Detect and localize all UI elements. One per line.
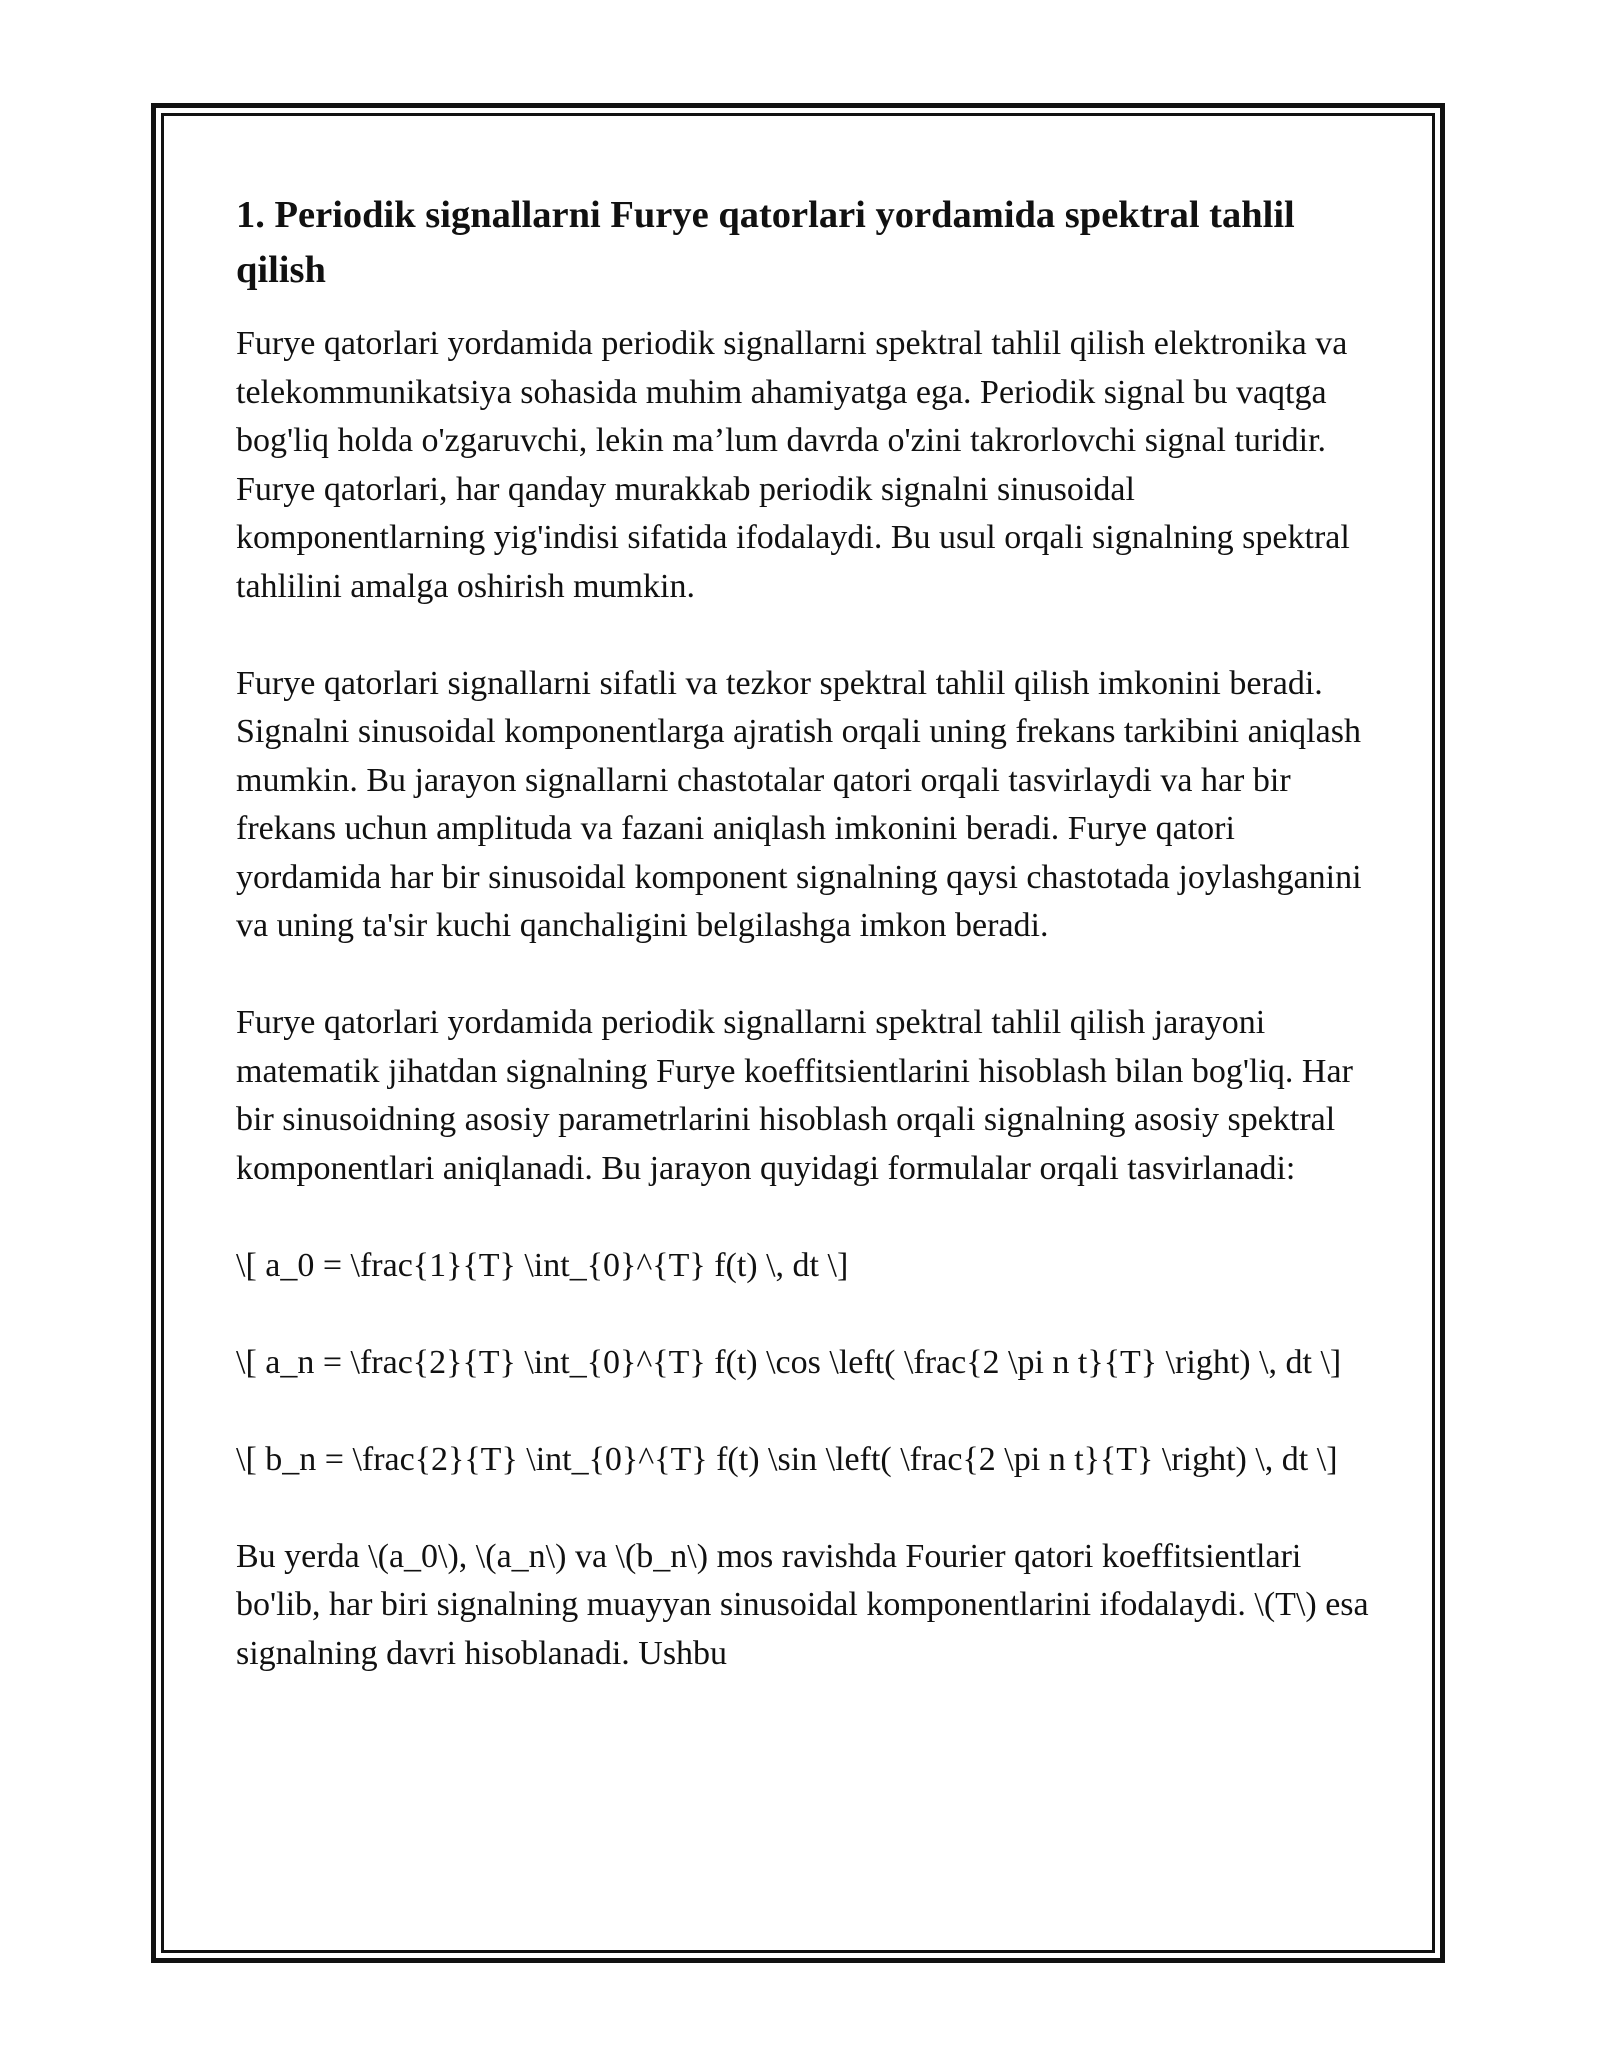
paragraph-spacer	[236, 1193, 1376, 1242]
paragraph-intro: Furye qatorlari yordamida periodik signallarni spektral tahlil qilish elektronika va telekommunikatsiya sohasida muhim ahamiyatga ega. Periodik signal bu vaqtga bog'liq holda o'zgaruvchi, lekin ma’lum davrda o'zini takrorlovchi signal turidir. Furye qatorlari, har qanday murakkab periodik signalni sinusoidal komponentlarning yig'indisi sifatida ifodalaydi. Bu usul orqali signalning spektral tahlilini amalga oshirish mumkin.	[236, 325, 1350, 605]
paragraph-spacer	[236, 1387, 1376, 1436]
paragraph-analysis: Furye qatorlari signallarni sifatli va tezkor spektral tahlil qilish imkonini beradi. Signalni sinusoidal komponentlarga ajratish orqali uning frekans tarkibini aniqlash mumkin. Bu jarayon signallarni chastotalar qatori orqali tasvirlaydi va har bir frekans uchun amplituda va fazani aniqlash imkonini beradi. Furye qatori yordamida har bir sinusoidal komponent signalning qaysi chastotada joylashganini va uning ta'sir kuchi qanchaligini belgilashga imkon beradi.	[236, 664, 1362, 944]
formula-a0: \[ a_0 = \frac{1}{T} \int_{0}^{T} f(t) \, dt \]	[236, 1246, 849, 1284]
section-heading: 1. Periodik signallarni Furye qatorlari yordamida spektral tahlil qilish	[236, 194, 1295, 291]
paragraph-spacer	[236, 1484, 1376, 1533]
paragraph-spacer	[236, 611, 1376, 660]
paragraph-math: Furye qatorlari yordamida periodik signallarni spektral tahlil qilish jarayoni matematik jihatdan signalning Furye koeffitsientlarini hisoblash bilan bog'liq. Har bir sinusoidning asosiy parametrlarini hisoblash orqali signalning asosiy spektral komponentlari aniqlanadi. Bu jarayon quyidagi formulalar orqali tasvirlanadi:	[236, 1004, 1353, 1187]
paragraph-explanation: Bu yerda \(a_0\), \(a_n\) va \(b_n\) mos ravishda Fourier qatori koeffitsientlari bo'lib, har biri signalning muayyan sinusoidal komponentlarini ifodalaydi. \(T\) esa signalning davri hisoblanadi. Ushbu	[236, 1537, 1369, 1672]
paragraph-spacer	[236, 1290, 1376, 1339]
formula-an: \[ a_n = \frac{2}{T} \int_{0}^{T} f(t) \cos \left( \frac{2 \pi n t}{T} \right) \, dt \]	[236, 1343, 1342, 1381]
paragraph-spacer	[236, 951, 1376, 1000]
formula-bn: \[ b_n = \frac{2}{T} \int_{0}^{T} f(t) \sin \left( \frac{2 \pi n t}{T} \right) \, dt \]	[236, 1440, 1338, 1478]
page-content	[236, 188, 1376, 1678]
